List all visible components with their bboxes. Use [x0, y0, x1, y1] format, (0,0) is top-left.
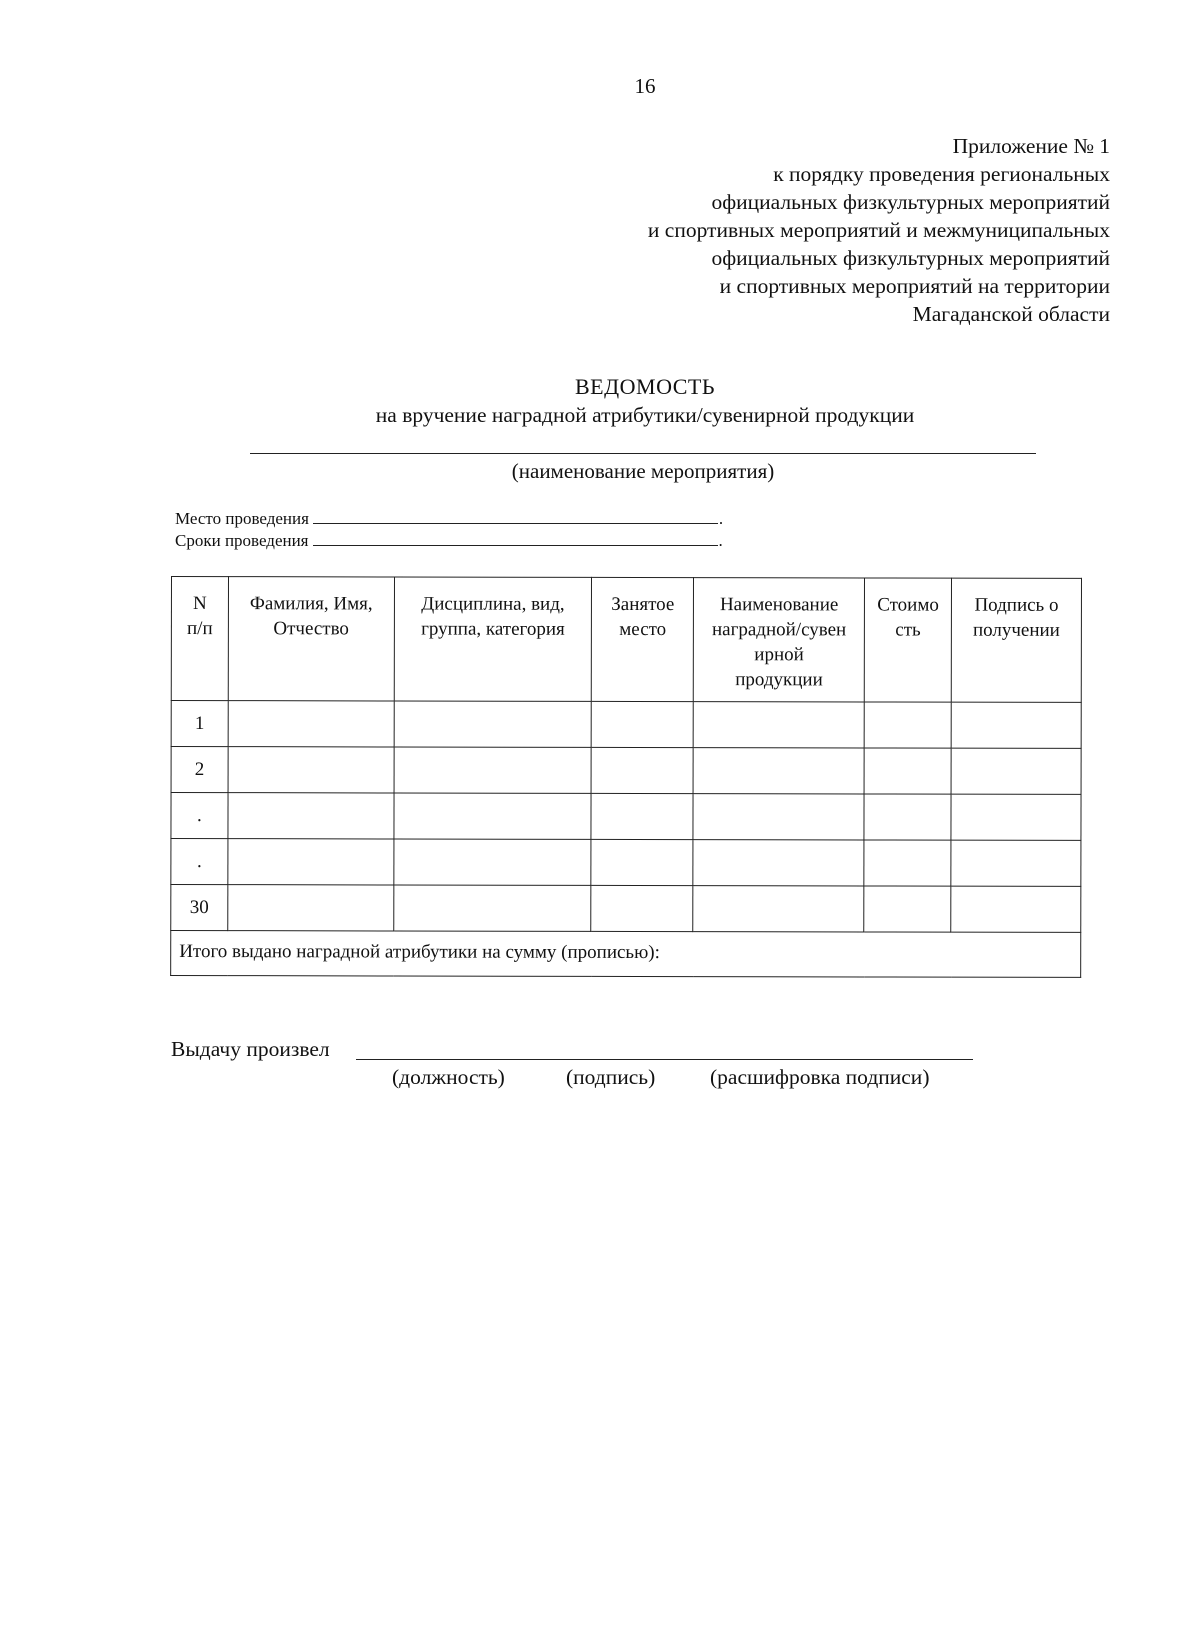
cell-signature [951, 794, 1081, 840]
dates-blank [313, 529, 718, 546]
cell-discipline [393, 885, 591, 931]
dates-terminator: . [718, 531, 723, 550]
row-number: . [171, 839, 228, 885]
position-caption: (должность) [392, 1065, 505, 1089]
row-number: 30 [171, 885, 228, 931]
appendix-line: Приложение № 1 [952, 134, 1110, 158]
cell-place [591, 839, 693, 885]
appendix-line: Магаданской области [912, 302, 1110, 326]
table-row [171, 701, 1081, 749]
cell-signature [951, 702, 1081, 748]
table-row [171, 839, 1081, 887]
table-total-row [171, 931, 1081, 978]
page-number: 16 [634, 74, 656, 98]
header-num: N п/п [171, 577, 228, 701]
cell-signature [951, 886, 1081, 932]
cell-product-name [693, 702, 864, 748]
cell-product-name [693, 886, 864, 932]
header-signature: Подпись о получении [951, 578, 1081, 702]
cell-discipline [394, 701, 592, 747]
table-header-row [171, 577, 1081, 703]
cell-signature [951, 840, 1081, 886]
total-label: Итого выдано наградной атрибутики на сумму (прописью): [171, 931, 1081, 978]
cell-cost [864, 886, 951, 932]
issued-by-label: Выдачу произвел [171, 1037, 330, 1061]
table-row [171, 885, 1081, 933]
appendix-header [648, 132, 1110, 328]
header-product-name: Наименование наградной/сувен ирной продукции [694, 578, 865, 702]
document-subtitle: на вручение наградной атрибутики/сувенирной продукции [375, 403, 915, 427]
cell-cost [864, 748, 951, 794]
issued-by-line [356, 1059, 973, 1060]
table-row [171, 747, 1081, 795]
venue-terminator: . [718, 509, 724, 528]
cell-discipline [394, 839, 592, 885]
awards-table [170, 576, 1082, 978]
venue-blank [313, 507, 718, 524]
header-cost: Стоимо сть [864, 578, 951, 702]
appendix-line: официальных физкультурных мероприятий [711, 190, 1110, 214]
cell-product-name [693, 794, 864, 840]
row-number: . [171, 793, 228, 839]
cell-full-name [228, 701, 394, 747]
cell-product-name [693, 748, 864, 794]
cell-cost [864, 840, 951, 886]
dates-label: Сроки проведения [175, 531, 309, 550]
venue-field [175, 507, 723, 529]
cell-place [591, 793, 693, 839]
appendix-line: к порядку проведения региональных [773, 162, 1110, 186]
cell-place [591, 885, 693, 931]
cell-full-name [228, 839, 394, 885]
cell-full-name [228, 793, 394, 839]
appendix-line: и спортивных мероприятий на территории [719, 274, 1110, 298]
cell-full-name [228, 885, 394, 931]
cell-place [592, 701, 694, 747]
header-place: Занятое место [592, 577, 694, 701]
document-title: ВЕДОМОСТЬ [575, 374, 715, 399]
cell-discipline [394, 747, 592, 793]
cell-product-name [693, 840, 864, 886]
venue-label: Место проведения [175, 509, 309, 528]
dates-field [175, 529, 723, 551]
signature-caption: (подпись) [566, 1065, 656, 1089]
header-full-name: Фамилия, Имя, Отчество [228, 577, 394, 701]
event-name-line [250, 453, 1036, 454]
cell-cost [864, 794, 951, 840]
row-number: 2 [171, 747, 228, 793]
table-row [171, 793, 1081, 841]
cell-cost [864, 702, 951, 748]
cell-place [591, 747, 693, 793]
signature-decoding-caption: (расшифровка подписи) [710, 1065, 930, 1089]
cell-discipline [394, 793, 592, 839]
cell-full-name [228, 747, 394, 793]
header-discipline: Дисциплина, вид, группа, категория [394, 577, 592, 701]
row-number: 1 [171, 701, 228, 747]
cell-signature [951, 748, 1081, 794]
appendix-line: и спортивных мероприятий и межмуниципальных [647, 218, 1110, 242]
event-name-caption: (наименование мероприятия) [511, 459, 775, 483]
appendix-line: официальных физкультурных мероприятий [711, 246, 1110, 270]
